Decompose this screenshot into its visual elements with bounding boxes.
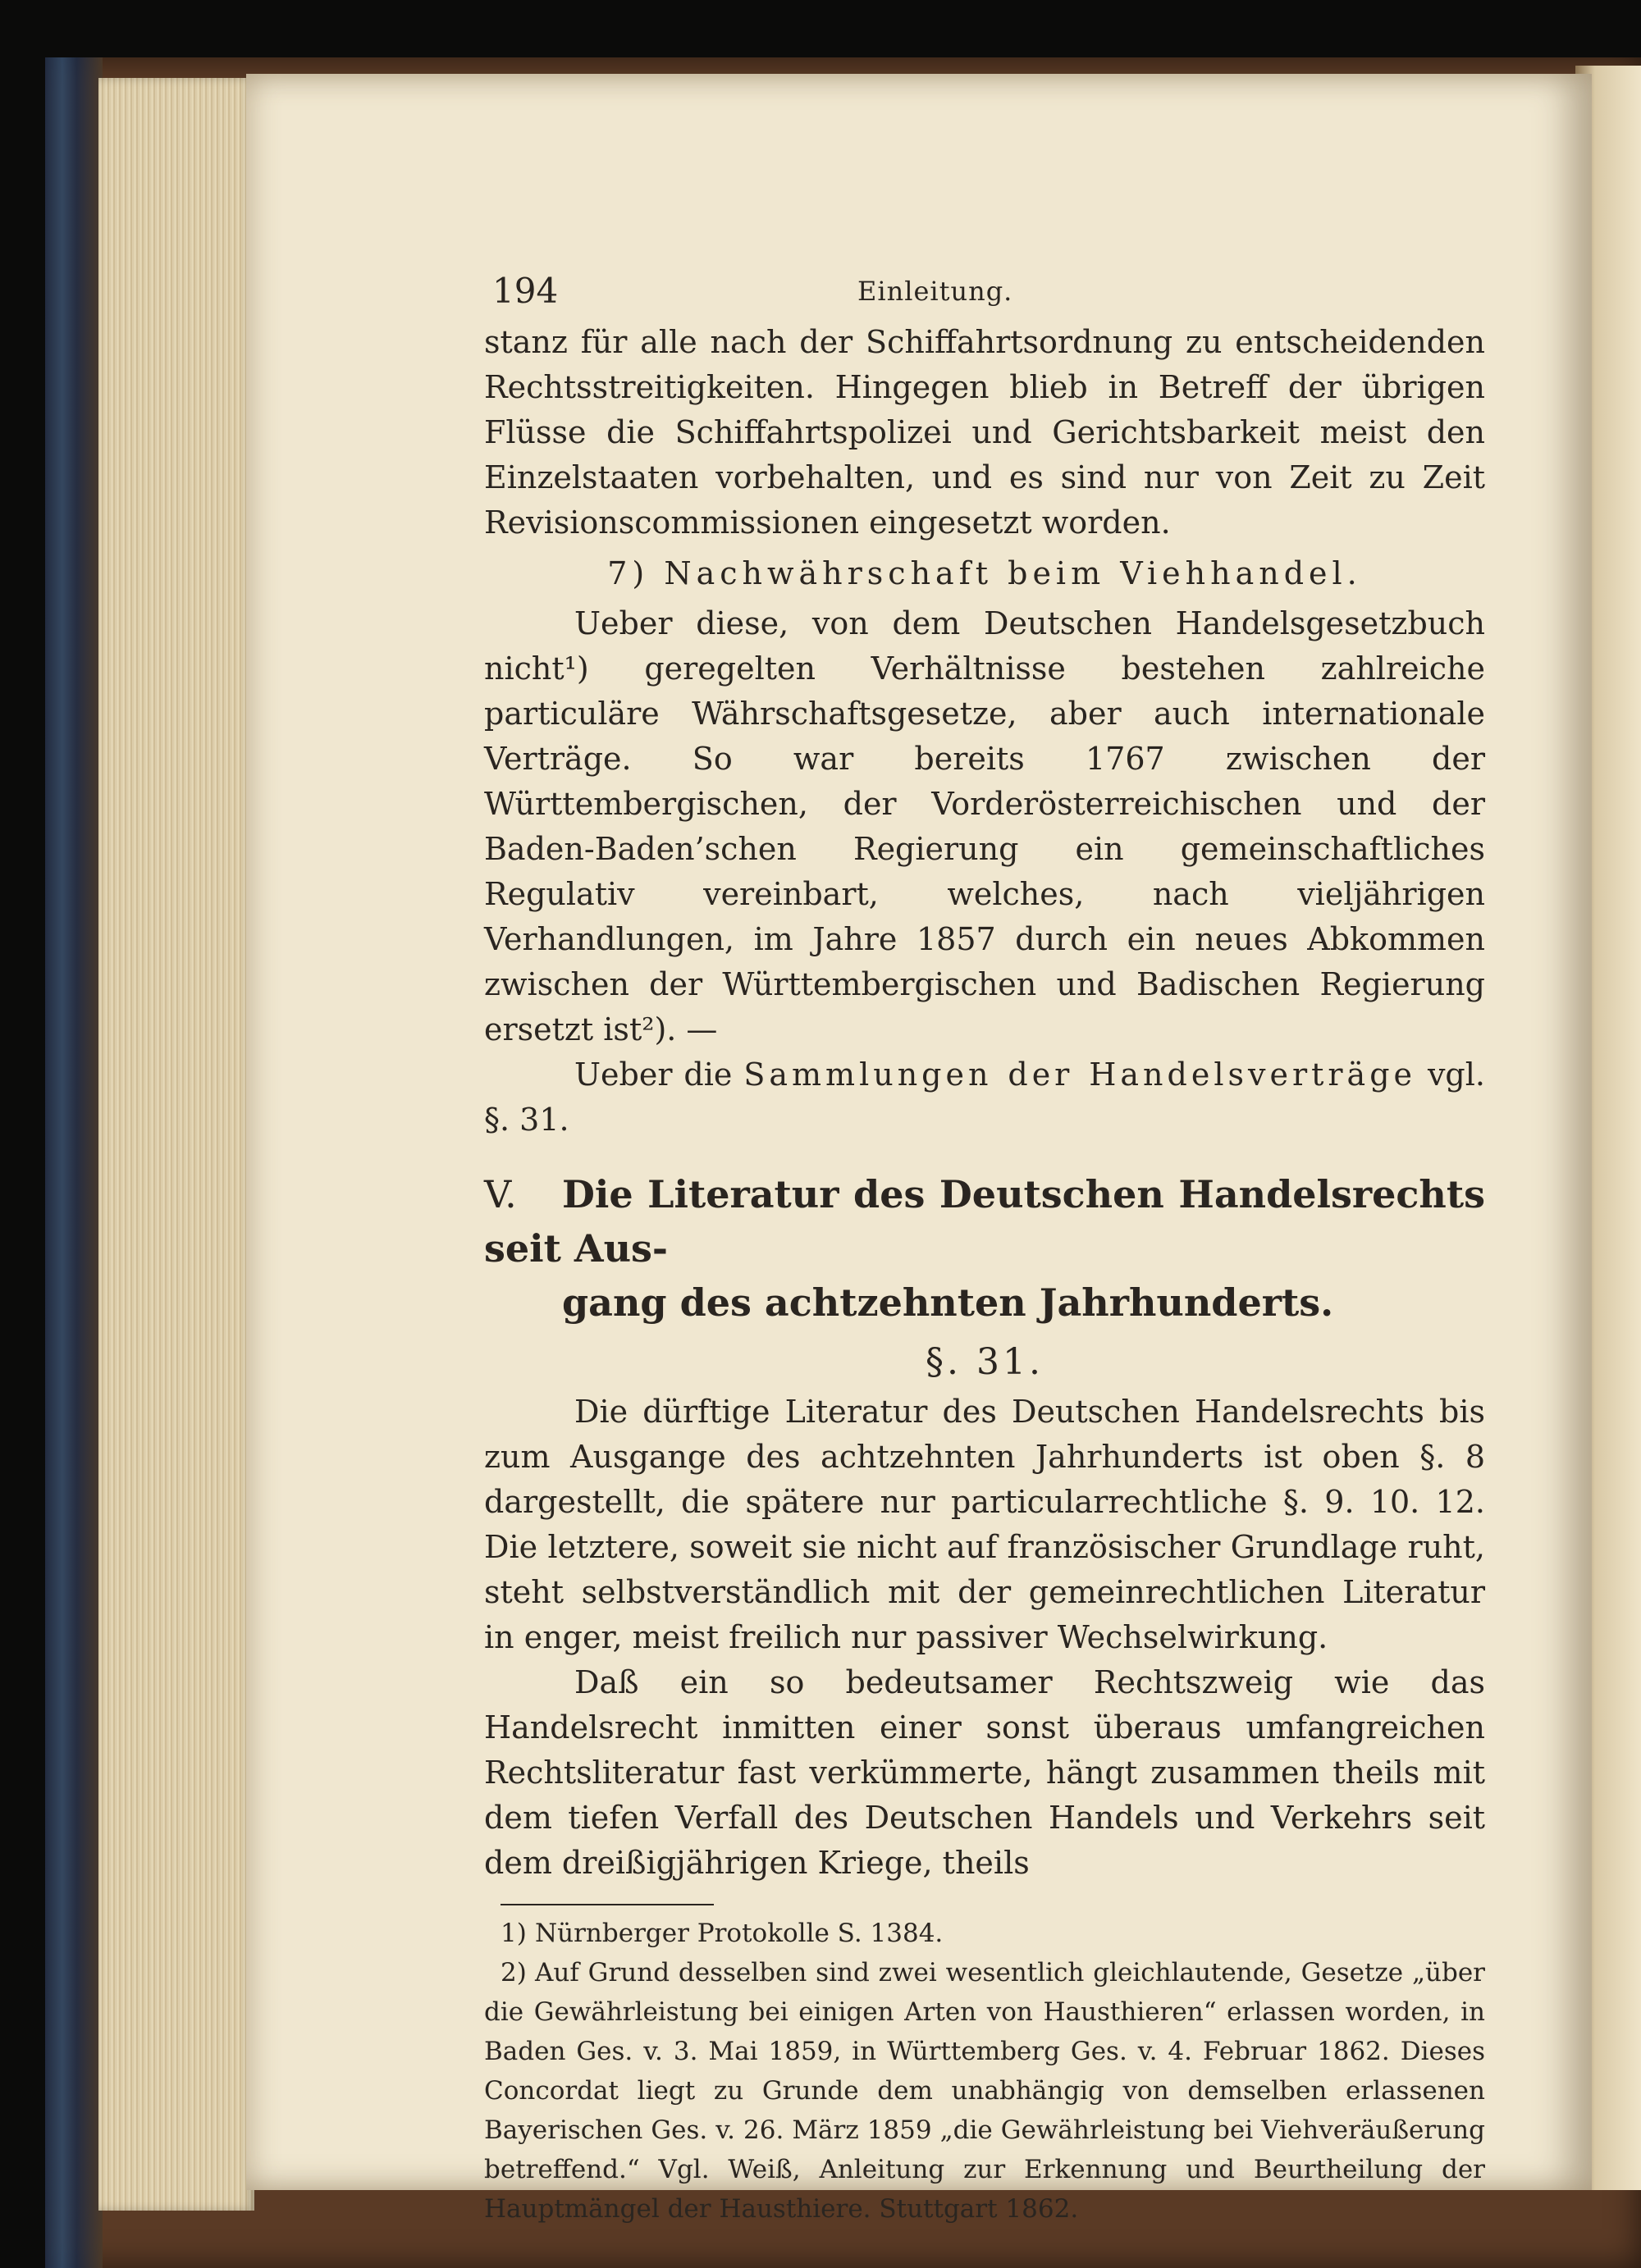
p3-prefix: Ueber die <box>574 1056 733 1093</box>
book-spine-edge <box>45 57 103 2268</box>
p3-emphasis: Sammlungen der Handelsverträge <box>743 1056 1417 1093</box>
p3-suffix: vgl. §. 31. <box>484 1056 1485 1138</box>
section-heading <box>484 1167 1485 1330</box>
footnote-divider <box>501 1904 714 1905</box>
footnote-2-text: Auf Grund desselben sind zwei wesentlich gleichlautende, Gesetze „über die Gewährleistung bei einigen Arten von Hausthieren“ erlassen worden, in Baden Ges. v. 3. Mai 1859, in Württemberg Ges. v. 4. Februar 1862. Dieses Concordat liegt zu Grunde dem unabhängig von demselben erlassenen Bayerischen Ges. v. 26. März 1859 „die Gewährleistung bei Viehveräußerung betreffend.“ Vgl. Weiß, Anleitung zur Erkennung und Beurtheilung der Hauptmängel der Hausthiere. Stuttgart 1862. <box>484 1958 1485 2224</box>
running-title: Einleitung. <box>857 276 1013 307</box>
section-number: V. <box>484 1172 517 1216</box>
page-edges <box>98 78 254 2211</box>
footnote-2-mark: 2) <box>501 1958 527 1987</box>
paragraph-1: stanz für alle nach der Schiffahrtsordnung zu entscheidenden Rechtsstreitigkeiten. Hingegen blieb in Betreff der übrigen Flüsse die Schiffahrtspolizei und Gerichtsbarkeit meist den Einzelstaaten vorbehalten, und es sind nur von Zeit zu Zeit Revisionscommissionen eingesetzt worden. <box>484 324 1485 541</box>
paragraph-5: Daß ein so bedeutsamer Rechtszweig wie das Handelsrecht inmitten einer sonst überaus umfangreichen Rechtsliteratur fast verkümmerte, hängt zusammen theils mit dem tiefen Verfall des Deutschen Handels und Verkehrs seit dem dreißigjährigen Kriege, theils <box>484 1664 1485 1881</box>
footnote-1-text: Nürnberger Protokolle S. 1384. <box>535 1919 944 1948</box>
page-content <box>484 262 1485 2229</box>
paragraph-mark: §. 31. <box>926 1341 1044 1383</box>
footnote-2 <box>484 1953 1485 2229</box>
paragraph-3 <box>484 1052 1485 1143</box>
paragraph-4: Die dürftige Literatur des Deutschen Handelsrechts bis zum Ausgange des achtzehnten Jahrhunderts ist oben §. 8 dargestellt, die spätere nur particularrechtliche §. 9. 10. 12. Die letztere, soweit sie nicht auf französischer Grundlage ruht, steht selbstverständlich mit der gemeinrechtlichen Literatur in enger, meist freilich nur passiver Wechselwirkung. <box>484 1394 1485 1655</box>
footnote-1-mark: 1) <box>501 1919 527 1948</box>
page-number: 194 <box>492 271 559 311</box>
section-title-line2: gang des achtzehnten Jahrhunderts. <box>562 1280 1334 1325</box>
running-head <box>484 262 1485 320</box>
paragraph-2: Ueber diese, von dem Deutschen Handelsgesetzbuch nicht¹) geregelten Verhältnisse bestehen zahlreiche particuläre Währschaftsgesetze, aber auch internationale Verträge. So war bereits 1767 zwischen der Württembergischen, der Vorderösterreichischen und der Baden-Baden’schen Regierung ein gemeinschaftliches Regulativ vereinbart, welches, nach vieljährigen Verhandlungen, im Jahre 1857 durch ein neues Abkommen zwischen der Württembergischen und Badischen Regierung ersetzt ist²). — <box>484 605 1485 1047</box>
subheading-nachwaehrschaft: 7) Nachwährschaft beim Viehhandel. <box>607 555 1362 591</box>
footnote-1 <box>484 1914 1485 1953</box>
section-title-line1: Die Literatur des Deutschen Handelsrechts seit Aus- <box>484 1172 1485 1271</box>
